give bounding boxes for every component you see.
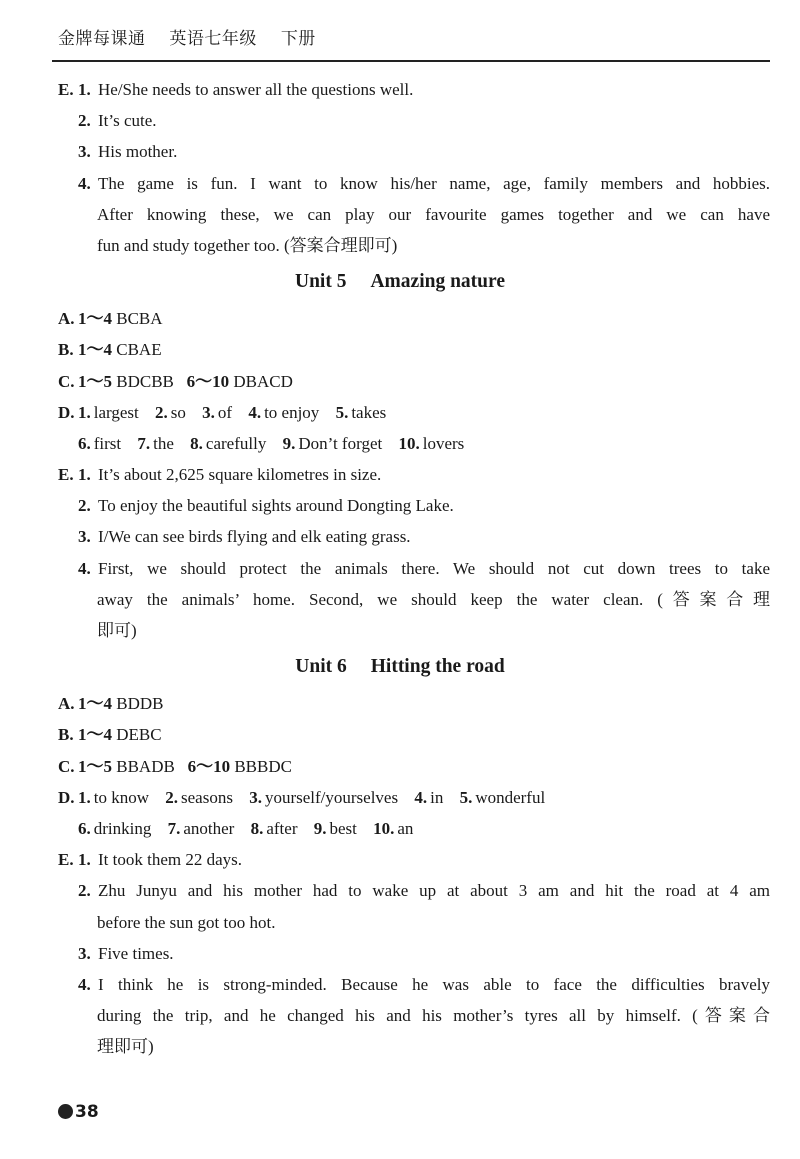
range: 6～10 [187, 756, 231, 776]
answer-set [78, 334, 162, 365]
answer-word: takes [351, 402, 387, 422]
item-number: 3. [249, 787, 262, 807]
item-number: 4. [78, 974, 91, 994]
item-number: 3. [202, 402, 215, 422]
answer-word: yourself/yourselves [264, 787, 399, 807]
answer-line [0, 584, 800, 615]
item-number: 7. [167, 818, 181, 838]
answer-line [0, 615, 800, 646]
item-number: 2. [155, 402, 168, 422]
item-number: 4. [414, 787, 428, 807]
header-rule [52, 60, 770, 62]
answer-word: of [217, 402, 233, 422]
answer-line [0, 875, 800, 906]
item-number: 5. [459, 787, 473, 807]
item-number: 2. [78, 881, 91, 901]
unit-heading [0, 261, 800, 303]
answer-text: 即可) [97, 621, 137, 640]
item-number: 8. [250, 818, 264, 838]
section-label: D. [58, 787, 75, 807]
answer-letters: DBACD [233, 371, 293, 391]
answer-line [0, 969, 800, 1000]
range: 6～10 [186, 371, 230, 391]
answer-set [78, 751, 292, 782]
answer-text: Zhu Junyu and his mother had to wake up at about 3 am and hit the road at 4 am [98, 881, 770, 901]
range: 1～4 [78, 725, 112, 745]
unit-number: Unit 6 [295, 656, 347, 678]
answer-text: before the sun got too hot. [97, 912, 276, 932]
item-number: 10. [373, 818, 395, 838]
answer-letters: BCBA [116, 309, 163, 329]
answer-text: Five times. [98, 943, 174, 963]
answer-text: It’s about 2,625 square kilometres in size. [98, 465, 382, 485]
item-number: 6. [78, 818, 91, 838]
answer-letters: BBBDC [234, 756, 292, 776]
answer-word: Don’t forget [298, 433, 383, 453]
item-number: 1. [78, 787, 91, 807]
answer-set [78, 303, 163, 334]
section-label: C. [58, 756, 75, 776]
page-footer [58, 1102, 99, 1122]
item-number: 9. [313, 818, 327, 838]
answer-line [0, 751, 800, 782]
answer-letters: BDDB [116, 694, 164, 714]
answer-word: best [329, 818, 357, 838]
item-number: 4. [78, 173, 91, 193]
answer-line [0, 1031, 800, 1062]
section-label: B. [58, 340, 74, 360]
section-label: E. [58, 850, 74, 870]
item-number: 1. [78, 850, 91, 870]
answer-line [0, 553, 800, 584]
answer-word: wonderful [475, 787, 546, 807]
section-label: E. [58, 80, 74, 99]
item-number: 2. [78, 496, 91, 516]
item-number: 7. [137, 433, 151, 453]
answer-line [0, 136, 800, 167]
answer-text: during the trip, and he changed his and his mother’s tyres all by himself. (答案合 [97, 1006, 770, 1026]
unit-title: Amazing nature [370, 271, 505, 293]
answer-line [0, 719, 800, 750]
volume: 下册 [280, 29, 316, 49]
answer-line [0, 907, 800, 938]
range: 1～4 [78, 694, 112, 714]
answer-word: first [93, 433, 122, 453]
item-number: 10. [398, 433, 420, 453]
answer-line [0, 813, 800, 844]
item-number: 6. [78, 433, 91, 453]
fill-in-answers [78, 397, 398, 428]
item-number: 1. [78, 402, 91, 422]
range: 1～5 [78, 371, 112, 391]
fill-in-answers [78, 782, 557, 813]
answer-text: To enjoy the beautiful sights around Dongting Lake. [98, 496, 454, 516]
answer-line [0, 105, 800, 136]
range: 1～5 [78, 756, 112, 776]
answer-line [0, 459, 800, 490]
item-number: 4. [78, 558, 91, 578]
answer-text: 理即可) [97, 1037, 154, 1057]
running-header [58, 24, 334, 49]
unit-heading [0, 646, 800, 688]
answer-text: I/We can see birds flying and elk eating grass. [98, 527, 411, 547]
answer-word: another [183, 818, 235, 838]
answer-word: carefully [205, 433, 267, 453]
answer-line [0, 490, 800, 521]
answer-line [0, 782, 800, 813]
book-title: 金牌每课通 [58, 29, 146, 49]
unit-title: Hitting the road [370, 656, 505, 678]
page-number: 38 [75, 1102, 99, 1122]
answer-word: lovers [422, 433, 465, 453]
answer-line [0, 230, 800, 261]
answer-line [0, 688, 800, 719]
answer-line [0, 938, 800, 969]
answer-word: to enjoy [264, 402, 320, 422]
subject-grade: 英语七年级 [169, 29, 257, 49]
answer-set [78, 719, 162, 750]
answer-letters: DEBC [116, 725, 162, 745]
answer-text: First, we should protect the animals there. We should not cut down trees to take [98, 558, 770, 578]
answer-word: to know [93, 787, 149, 807]
answer-word: an [397, 818, 414, 838]
answer-line [0, 334, 800, 365]
section-label: A. [58, 694, 75, 714]
answer-letters: CBAE [116, 340, 162, 360]
answer-text: It’s cute. [98, 111, 157, 131]
answer-letters: BBADB [116, 756, 175, 776]
answer-text: away the animals’ home. Second, we should keep the water clean. (答案合理 [97, 589, 770, 609]
answer-line [0, 303, 800, 334]
answer-text: After knowing these, we can play our favourite games together and we can have [97, 204, 770, 224]
answer-line [0, 366, 800, 397]
answer-text: I think he is strong-minded. Because he was able to face the difficulties bravely [98, 974, 770, 994]
item-number: 3. [78, 527, 91, 547]
answer-text: He/She needs to answer all the questions well. [98, 80, 414, 99]
section-label: A. [58, 309, 75, 329]
item-number: 5. [335, 402, 349, 422]
answer-word: seasons [181, 787, 233, 807]
fill-in-answers [78, 813, 425, 844]
item-number: 2. [165, 787, 178, 807]
item-number: 9. [282, 433, 296, 453]
answer-text: It took them 22 days. [98, 850, 243, 870]
page-badge-icon [58, 1104, 73, 1119]
answer-word: in [430, 787, 444, 807]
section-label: B. [58, 725, 74, 745]
answer-text: The game is fun. I want to know his/her name, age, family members and hobbies. [98, 173, 770, 193]
range: 1～4 [78, 309, 112, 329]
section-label: D. [58, 402, 75, 422]
item-number: 1. [78, 465, 91, 485]
answer-line [0, 1000, 800, 1031]
answer-line [0, 521, 800, 552]
unit-number: Unit 5 [295, 271, 347, 293]
answer-line [0, 199, 800, 230]
item-number: 1. [78, 80, 91, 99]
answer-line [0, 397, 800, 428]
item-number: 4. [248, 402, 262, 422]
fill-in-answers [78, 428, 476, 459]
answer-word: largest [93, 402, 139, 422]
section-label: C. [58, 371, 75, 391]
answer-set [78, 366, 293, 397]
item-number: 3. [78, 142, 91, 162]
answer-word: so [170, 402, 186, 422]
answer-content [0, 74, 800, 1062]
range: 1～4 [78, 340, 112, 360]
answer-line [0, 74, 800, 105]
answer-line [0, 428, 800, 459]
item-number: 3. [78, 943, 91, 963]
answer-word: drinking [93, 818, 152, 838]
item-number: 2. [78, 111, 91, 131]
answer-word: after [266, 818, 298, 838]
answer-word: the [153, 433, 174, 453]
section-label: E. [58, 465, 74, 485]
answer-line [0, 168, 800, 199]
answer-letters: BDCBB [116, 371, 174, 391]
answer-text: His mother. [98, 142, 178, 162]
item-number: 8. [190, 433, 203, 453]
answer-set [78, 688, 163, 719]
answer-text: fun and study together too. (答案合理即可) [97, 235, 398, 255]
answer-line [0, 844, 800, 875]
